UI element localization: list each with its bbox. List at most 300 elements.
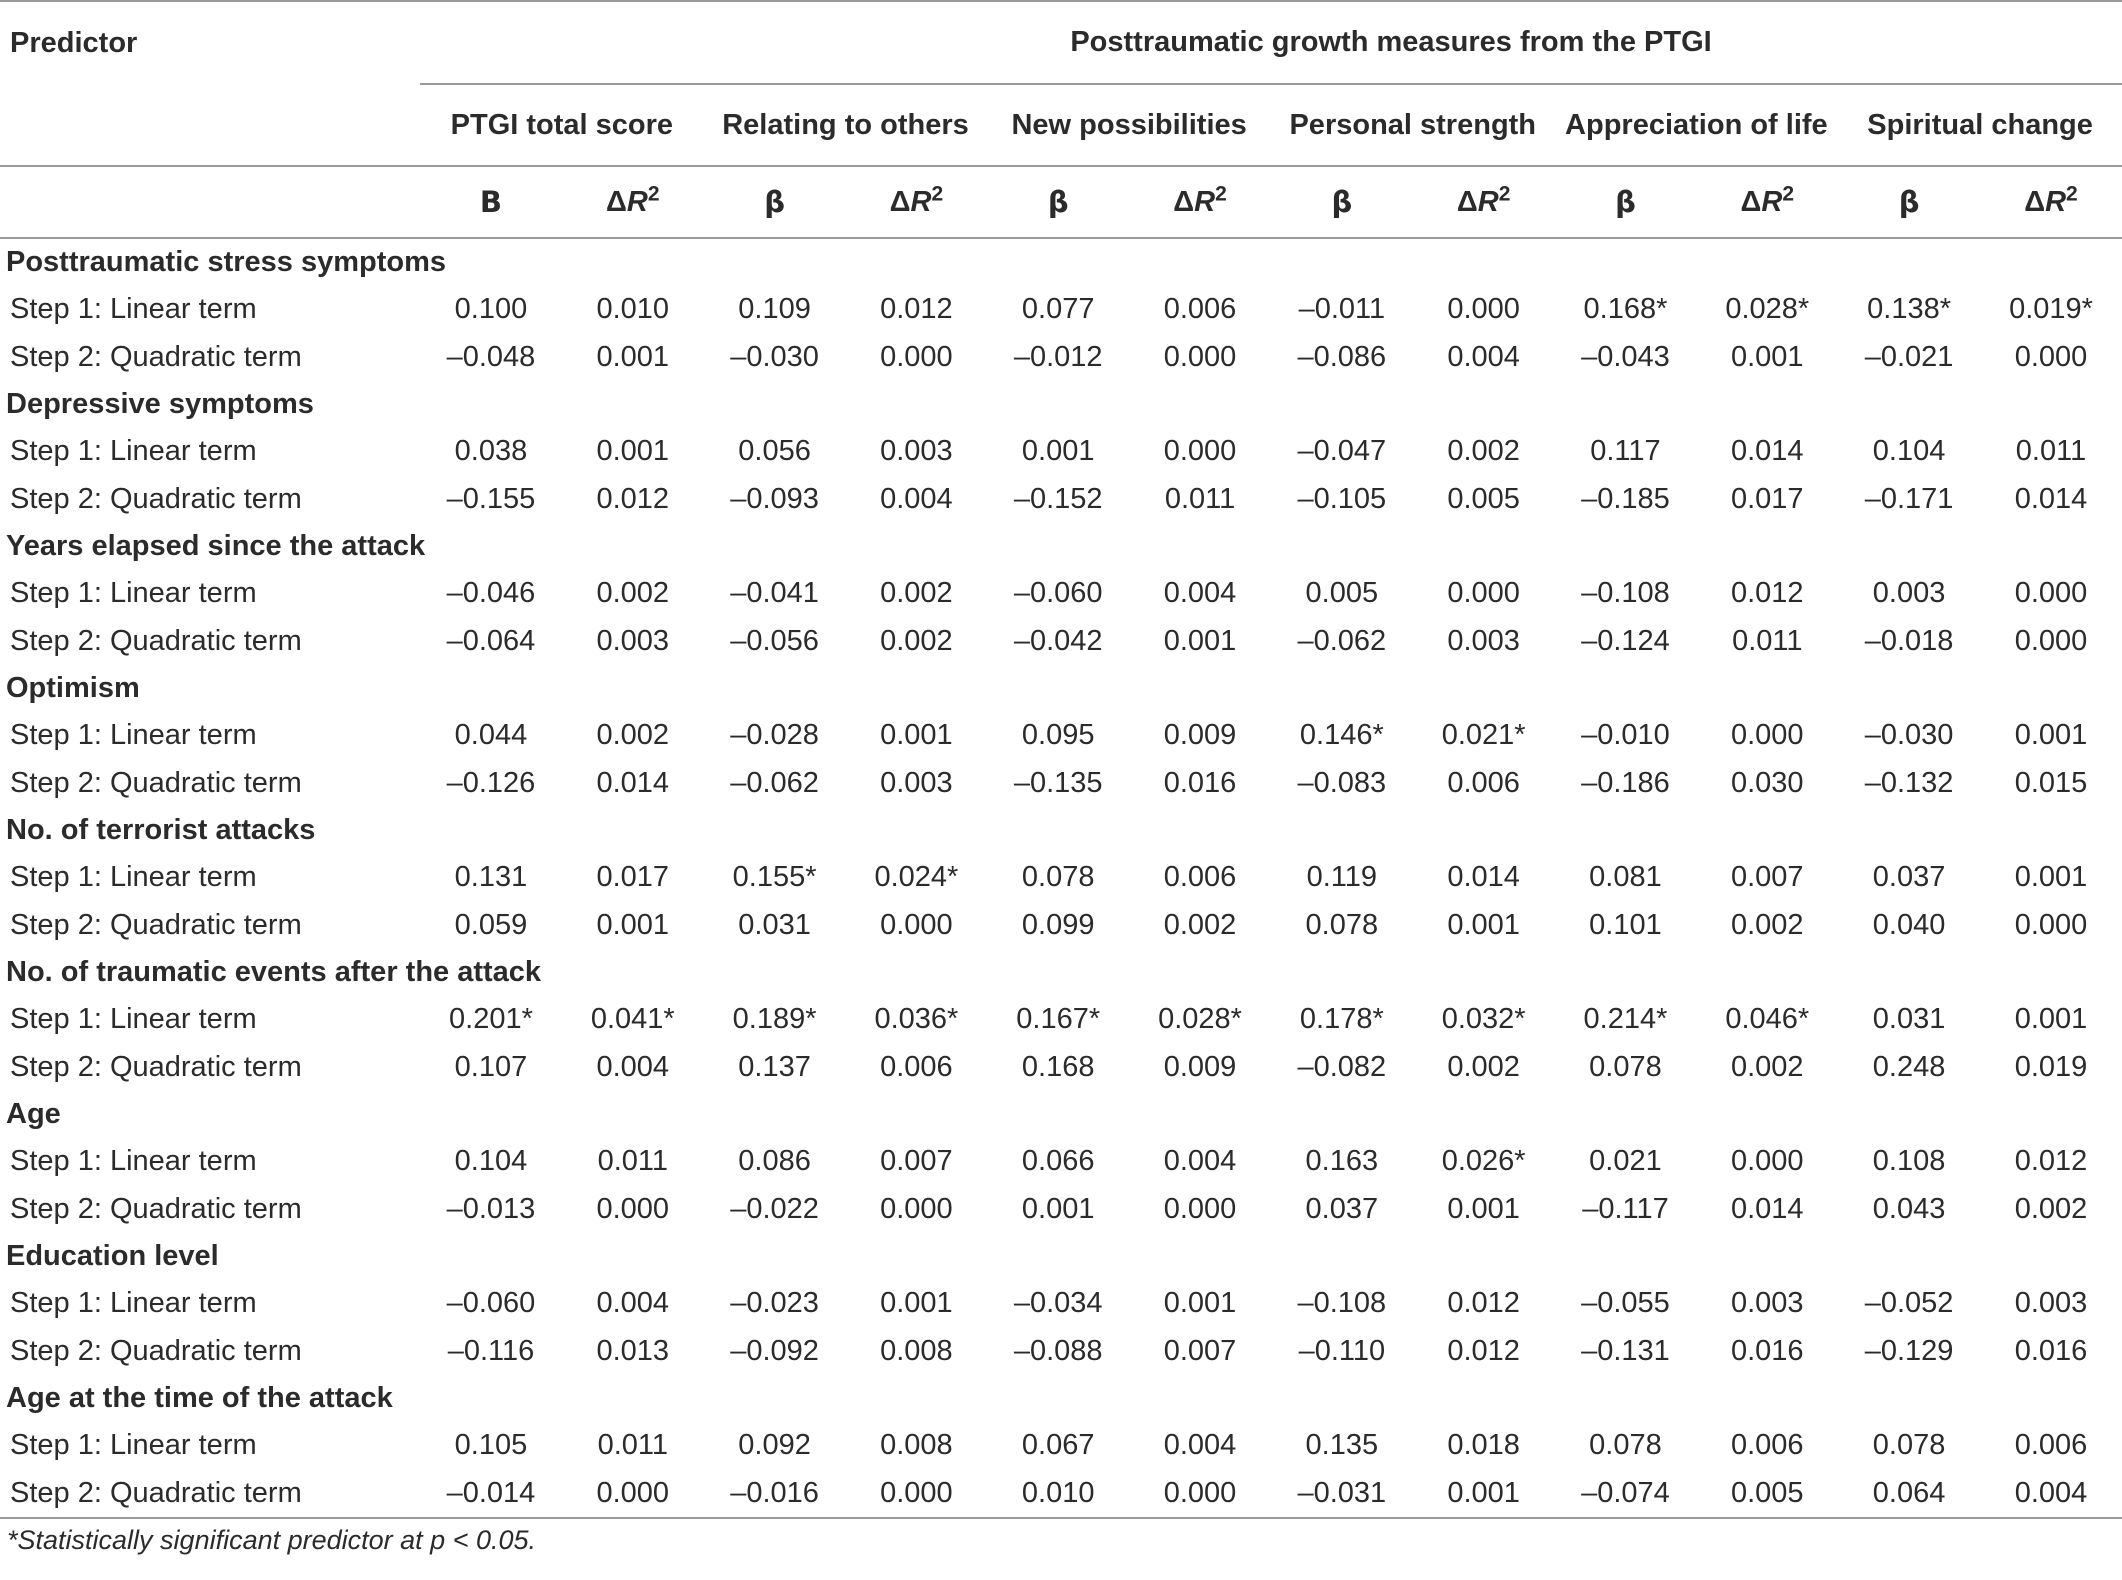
coefficient-cell: 0.167* [1016, 1003, 1101, 1036]
delta-r2-cell: 0.000 [2014, 624, 2088, 657]
delta-r2-cell: 0.000 [596, 1192, 670, 1225]
coefficient-cell: 0.043 [1872, 1192, 1946, 1225]
delta-r2-cell: 0.000 [1730, 719, 1804, 752]
step-label: Step 1: Linear term [10, 1429, 257, 1462]
delta-r2-cell: 0.001 [596, 435, 670, 468]
coefficient-cell: –0.014 [420, 1470, 562, 1519]
table-row [0, 902, 2122, 950]
delta-r2-cell: 0.001 [2014, 1003, 2088, 1036]
predictor-group-row [0, 523, 2122, 570]
delta-symbol: Δ [1173, 185, 1195, 218]
coefficient-cell: –0.093 [730, 482, 819, 515]
coefficient-cell: 0.168 [1021, 1050, 1095, 1083]
delta-r2-cell: 0.006 [1163, 293, 1237, 326]
coefficient-cell: –0.052 [1864, 1287, 1954, 1320]
r-symbol: R [2045, 185, 2067, 218]
delta-r2-header [1129, 166, 1271, 238]
delta-r2-cell: 0.006 [2014, 1429, 2088, 1462]
header-spacer [0, 166, 420, 238]
coefficient-cell: 0.146* [1299, 719, 1384, 752]
coefficient-header: B [420, 166, 562, 238]
coefficient-cell: –0.062 [1297, 624, 1387, 657]
header-spacer [0, 84, 420, 166]
coefficient-cell: 0.104 [1872, 435, 1946, 468]
r-exponent: 2 [931, 181, 944, 205]
predictor-group-label: Optimism [6, 672, 140, 704]
coefficient-cell: 0.021 [1589, 1145, 1662, 1178]
measure-header: Relating to others [704, 84, 988, 166]
delta-r2-cell: 0.001 [1447, 908, 1520, 941]
delta-r2-cell: 0.012 [1730, 577, 1804, 610]
coefficient-cell: 0.066 [1021, 1145, 1095, 1178]
delta-r2-header [1413, 166, 1555, 238]
delta-r2-cell: 0.028* [1725, 293, 1810, 326]
table-header [0, 1, 2122, 238]
measure-header: Spiritual change [1838, 84, 2122, 166]
coefficient-cell: 0.001 [1021, 1192, 1095, 1225]
coefficient-cell: 0.119 [1306, 861, 1378, 894]
coefficient-cell: 0.108 [1872, 1145, 1946, 1178]
delta-r2-cell: 0.000 [2014, 577, 2088, 610]
delta-r2-cell: 0.046* [1725, 1003, 1810, 1036]
delta-r2-cell: 0.016 [1730, 1334, 1804, 1367]
header-row-measures [0, 84, 2122, 166]
delta-r2-cell: 0.016 [1163, 766, 1237, 799]
delta-r2-cell: 0.000 [880, 908, 953, 941]
delta-r2-cell: 0.000 [1163, 435, 1237, 468]
coefficient-cell: 0.101 [1589, 908, 1662, 941]
delta-r2-cell: 0.002 [1730, 1050, 1804, 1083]
table-body [0, 238, 2122, 1518]
table-row [0, 1422, 2122, 1470]
delta-r2-cell: 0.015 [2014, 766, 2088, 799]
coefficient-cell: –0.108 [1581, 577, 1670, 610]
delta-r2-cell: 0.014 [1730, 1192, 1804, 1225]
measure-header: Personal strength [1271, 84, 1555, 166]
coefficient-cell: –0.028 [730, 719, 819, 752]
coefficient-cell: –0.010 [1581, 719, 1670, 752]
delta-r2-label [889, 181, 944, 218]
coefficient-cell: –0.086 [1297, 340, 1387, 373]
coefficient-header: β [704, 166, 846, 238]
delta-r2-cell: 0.000 [1447, 577, 1520, 610]
delta-r2-cell: 0.024* [874, 861, 959, 894]
delta-r2-cell: 0.002 [880, 624, 953, 657]
coefficient-header: β [987, 166, 1129, 238]
table-row [0, 476, 2122, 524]
table-row [0, 1280, 2122, 1328]
delta-r2-cell: 0.014 [2014, 482, 2088, 515]
delta-r2-cell: 0.012 [1447, 1334, 1520, 1367]
delta-r2-cell: 0.002 [1730, 908, 1804, 941]
table-row [0, 854, 2122, 902]
coefficient-cell: –0.034 [1013, 1287, 1103, 1320]
r-exponent: 2 [647, 181, 660, 205]
delta-r2-cell: 0.001 [1163, 624, 1237, 657]
delta-r2-cell: 0.000 [1129, 1470, 1271, 1519]
coefficient-cell: –0.056 [730, 624, 819, 657]
delta-r2-cell: 0.003 [2014, 1287, 2088, 1320]
delta-r2-cell: 0.017 [596, 861, 670, 894]
r-exponent: 2 [1498, 181, 1511, 205]
delta-r2-cell: 0.041* [590, 1003, 675, 1036]
coefficient-cell: 0.092 [738, 1429, 811, 1462]
delta-r2-cell: 0.012 [1447, 1287, 1520, 1320]
coefficient-cell: 0.137 [738, 1050, 811, 1083]
delta-r2-cell: 0.006 [1730, 1429, 1804, 1462]
coefficient-header: β [1838, 166, 1980, 238]
step-label: Step 2: Quadratic term [10, 482, 302, 515]
coefficient-cell: 0.168* [1583, 293, 1668, 326]
coefficient-cell: –0.124 [1581, 624, 1670, 657]
delta-r2-header [846, 166, 988, 238]
coefficient-cell: 0.100 [454, 293, 528, 326]
delta-r2-cell: 0.017 [1730, 482, 1804, 515]
delta-r2-cell: 0.005 [1696, 1470, 1838, 1519]
delta-r2-cell: 0.011 [597, 1145, 668, 1178]
r-exponent: 2 [1215, 181, 1227, 205]
predictor-group-row [0, 381, 2122, 428]
coefficient-cell: –0.132 [1864, 766, 1954, 799]
delta-r2-label [1740, 181, 1795, 218]
coefficient-cell: –0.131 [1581, 1334, 1670, 1367]
delta-r2-cell: 0.026* [1441, 1145, 1526, 1178]
coefficient-cell: –0.185 [1581, 482, 1670, 515]
delta-symbol: Δ [1740, 185, 1762, 218]
coefficient-cell: –0.021 [1864, 340, 1954, 373]
table-row [0, 1186, 2122, 1234]
delta-r2-cell: 0.019 [2014, 1050, 2088, 1083]
coefficient-cell: 0.077 [1021, 293, 1095, 326]
delta-r2-cell: 0.003 [880, 435, 953, 468]
coefficient-cell: –0.030 [1864, 719, 1954, 752]
delta-r2-cell: 0.019* [2009, 293, 2093, 326]
predictor-group-label: Education level [6, 1240, 219, 1272]
coefficient-cell: 0.064 [1838, 1470, 1980, 1519]
delta-r2-cell: 0.006 [880, 1050, 953, 1083]
delta-r2-header [1980, 166, 2122, 238]
coefficient-cell: 0.078 [1872, 1429, 1946, 1462]
step-label: Step 1: Linear term [10, 861, 257, 894]
coefficient-cell: –0.060 [446, 1287, 536, 1320]
delta-r2-label [1456, 181, 1511, 218]
table-row [0, 712, 2122, 760]
delta-symbol: Δ [1456, 185, 1478, 218]
coefficient-cell: 0.038 [454, 435, 528, 468]
step-label: Step 2: Quadratic term [10, 1192, 302, 1225]
coefficient-cell: –0.135 [1013, 766, 1103, 799]
table-footnote: *Statistically significant predictor at p < 0.05. [7, 1525, 537, 1555]
coefficient-cell: –0.152 [1013, 482, 1103, 515]
coefficient-cell: –0.108 [1297, 1287, 1387, 1320]
delta-r2-cell: 0.002 [1163, 908, 1237, 941]
table-row [0, 1470, 2122, 1519]
r-symbol: R [1761, 185, 1783, 218]
delta-r2-cell: 0.004 [596, 1050, 670, 1083]
delta-r2-cell: 0.001 [1730, 340, 1804, 373]
delta-r2-cell: 0.003 [1730, 1287, 1804, 1320]
coefficient-cell: 0.214* [1583, 1003, 1668, 1036]
delta-r2-cell: 0.004 [1980, 1470, 2122, 1519]
delta-r2-cell: 0.009 [1163, 1050, 1237, 1083]
table-row [0, 1044, 2122, 1092]
delta-r2-cell: 0.032* [1441, 1003, 1526, 1036]
coefficient-cell: –0.023 [730, 1287, 819, 1320]
coefficient-cell: 0.003 [1872, 577, 1946, 610]
coefficient-header: β [1271, 166, 1413, 238]
coefficient-cell: 0.037 [1305, 1192, 1379, 1225]
coefficient-cell: –0.011 [1298, 293, 1386, 326]
r-symbol: R [1477, 185, 1499, 218]
coefficient-cell: 0.059 [454, 908, 528, 941]
delta-r2-cell: 0.013 [596, 1334, 670, 1367]
delta-r2-cell: 0.001 [1413, 1470, 1555, 1519]
r-symbol: R [1194, 185, 1216, 218]
coefficient-cell: –0.082 [1297, 1050, 1387, 1083]
coefficient-cell: –0.088 [1013, 1334, 1103, 1367]
delta-r2-cell: 0.000 [2014, 908, 2088, 941]
delta-r2-cell: 0.010 [596, 293, 670, 326]
delta-r2-cell: 0.000 [1730, 1145, 1804, 1178]
table-row [0, 760, 2122, 808]
predictor-group-row [0, 949, 2122, 996]
coefficient-cell: –0.043 [1581, 340, 1670, 373]
delta-r2-cell: 0.001 [1447, 1192, 1520, 1225]
r-exponent: 2 [1782, 181, 1795, 205]
delta-r2-cell: 0.004 [596, 1287, 670, 1320]
delta-r2-cell: 0.012 [880, 293, 953, 326]
coefficient-cell: –0.060 [1013, 577, 1103, 610]
delta-r2-cell: 0.012 [596, 482, 670, 515]
coefficient-cell: 0.067 [1021, 1429, 1095, 1462]
coefficient-cell: 0.109 [738, 293, 811, 326]
coefficient-cell: –0.186 [1581, 766, 1670, 799]
predictor-group-label: Age at the time of the attack [6, 1382, 393, 1414]
coefficient-cell: 0.001 [1021, 435, 1095, 468]
step-label: Step 1: Linear term [10, 1287, 257, 1320]
coefficient-cell: 0.086 [738, 1145, 811, 1178]
delta-symbol: Δ [889, 185, 911, 218]
delta-r2-cell: 0.012 [2014, 1145, 2088, 1178]
r-symbol: R [626, 185, 648, 218]
delta-r2-cell: 0.002 [596, 577, 670, 610]
delta-r2-cell: 0.008 [880, 1429, 953, 1462]
delta-r2-cell: 0.002 [2014, 1192, 2088, 1225]
coefficient-cell: –0.110 [1298, 1334, 1386, 1367]
coefficient-cell: 0.031 [1872, 1003, 1946, 1036]
coefficient-cell: 0.056 [738, 435, 811, 468]
measure-header: PTGI total score [420, 84, 704, 166]
table-row [0, 570, 2122, 618]
step-label: Step 1: Linear term [10, 293, 257, 326]
coefficient-cell: –0.055 [1581, 1287, 1670, 1320]
coefficient-cell: 0.010 [987, 1470, 1129, 1519]
predictor-group-label: Posttraumatic stress symptoms [6, 246, 446, 278]
step-label: Step 2: Quadratic term [10, 624, 302, 657]
coefficient-cell: 0.189* [732, 1003, 817, 1036]
coefficient-cell: 0.131 [454, 861, 528, 894]
table-row [0, 618, 2122, 666]
delta-r2-cell: 0.016 [2014, 1334, 2088, 1367]
delta-r2-cell: 0.014 [1447, 861, 1520, 894]
delta-r2-cell: 0.018 [1447, 1429, 1520, 1462]
delta-r2-cell: 0.001 [2014, 861, 2088, 894]
delta-r2-cell: 0.009 [1163, 719, 1237, 752]
coefficient-cell: –0.046 [446, 577, 536, 610]
coefficient-cell: –0.013 [446, 1192, 536, 1225]
coefficient-cell: –0.171 [1864, 482, 1954, 515]
delta-r2-cell: 0.001 [2014, 719, 2088, 752]
coefficient-cell: –0.018 [1864, 624, 1954, 657]
predictor-group-label: No. of traumatic events after the attack [6, 956, 542, 988]
step-label: Step 1: Linear term [10, 1145, 257, 1178]
delta-r2-cell: 0.021* [1441, 719, 1526, 752]
table-row [0, 286, 2122, 334]
step-label: Step 2: Quadratic term [10, 1050, 302, 1083]
predictor-group-row [0, 1233, 2122, 1280]
table-row [0, 1138, 2122, 1186]
coefficient-cell: 0.104 [454, 1145, 528, 1178]
delta-r2-cell: 0.008 [880, 1334, 953, 1367]
delta-r2-cell: 0.000 [1447, 293, 1520, 326]
coefficient-cell: –0.062 [730, 766, 819, 799]
delta-r2-cell: 0.014 [1730, 435, 1804, 468]
delta-r2-cell: 0.003 [880, 766, 953, 799]
table-row [0, 1328, 2122, 1376]
coefficient-cell: 0.178* [1299, 1003, 1384, 1036]
delta-r2-cell: 0.002 [1447, 1050, 1520, 1083]
coefficient-cell: –0.105 [1297, 482, 1387, 515]
coefficient-cell: –0.155 [446, 482, 536, 515]
delta-r2-cell: 0.002 [880, 577, 953, 610]
delta-r2-cell: 0.001 [596, 908, 670, 941]
measure-header: Appreciation of life [1555, 84, 1839, 166]
coefficient-cell: –0.041 [730, 577, 819, 610]
delta-r2-cell: 0.007 [880, 1145, 953, 1178]
delta-r2-label [606, 181, 660, 218]
coefficient-cell: 0.117 [1590, 435, 1661, 468]
coefficient-cell: –0.031 [1271, 1470, 1413, 1519]
table-main-title: Posttraumatic growth measures from the PTGI [420, 1, 2122, 84]
step-label: Step 2: Quadratic term [0, 1470, 420, 1519]
coefficient-cell: –0.126 [446, 766, 536, 799]
step-label: Step 1: Linear term [10, 435, 257, 468]
delta-r2-cell: 0.001 [880, 719, 953, 752]
coefficient-cell: 0.248 [1872, 1050, 1946, 1083]
delta-r2-cell: 0.002 [596, 719, 670, 752]
predictor-group-label: Age [6, 1098, 61, 1130]
delta-r2-cell: 0.001 [596, 340, 670, 373]
delta-r2-cell: 0.001 [1163, 1287, 1237, 1320]
delta-r2-cell: 0.003 [1447, 624, 1520, 657]
predictor-group-label: Years elapsed since the attack [6, 530, 426, 562]
measure-header: New possibilities [987, 84, 1271, 166]
table-row [0, 334, 2122, 382]
coefficient-cell: 0.078 [1305, 908, 1379, 941]
coefficient-cell: –0.030 [730, 340, 819, 373]
header-row-stats [0, 166, 2122, 238]
coefficient-header: β [1555, 166, 1697, 238]
coefficient-cell: –0.116 [447, 1334, 535, 1367]
delta-r2-cell: 0.000 [1163, 1192, 1237, 1225]
step-label: Step 2: Quadratic term [10, 1334, 302, 1367]
delta-r2-cell: 0.028* [1158, 1003, 1242, 1036]
predictor-group-label: Depressive symptoms [6, 388, 314, 420]
delta-r2-cell: 0.011 [1732, 624, 1803, 657]
delta-r2-cell: 0.006 [1447, 766, 1520, 799]
coefficient-cell: 0.163 [1305, 1145, 1379, 1178]
coefficient-cell: 0.107 [454, 1050, 528, 1083]
delta-r2-cell: 0.007 [1730, 861, 1804, 894]
coefficient-cell: 0.138* [1867, 293, 1952, 326]
coefficient-cell: –0.064 [446, 624, 536, 657]
coefficient-cell: 0.201* [449, 1003, 533, 1036]
delta-r2-cell: 0.003 [596, 624, 670, 657]
table-row [0, 996, 2122, 1044]
delta-r2-cell: 0.011 [1164, 482, 1236, 515]
delta-symbol: Δ [606, 185, 627, 218]
delta-symbol: Δ [2024, 185, 2046, 218]
coefficient-cell: 0.037 [1872, 861, 1946, 894]
coefficient-cell: –0.047 [1297, 435, 1387, 468]
delta-r2-cell: 0.004 [1163, 1429, 1237, 1462]
step-label: Step 2: Quadratic term [10, 340, 302, 373]
predictor-group-row [0, 665, 2122, 712]
delta-r2-cell: 0.000 [880, 1192, 953, 1225]
delta-r2-cell: 0.030 [1730, 766, 1804, 799]
coefficient-cell: –0.092 [730, 1334, 819, 1367]
coefficient-cell: –0.022 [730, 1192, 819, 1225]
coefficient-cell: –0.074 [1555, 1470, 1697, 1519]
delta-r2-cell: 0.011 [2015, 435, 2087, 468]
coefficient-cell: –0.083 [1297, 766, 1387, 799]
predictor-column-header: Predictor [0, 1, 420, 84]
coefficient-cell: –0.129 [1864, 1334, 1954, 1367]
delta-r2-label [1173, 181, 1227, 218]
delta-r2-cell: 0.011 [597, 1429, 668, 1462]
r-symbol: R [910, 185, 932, 218]
coefficient-cell: 0.005 [1305, 577, 1379, 610]
coefficient-cell: –0.012 [1013, 340, 1103, 373]
coefficient-cell: –0.042 [1013, 624, 1103, 657]
delta-r2-cell: 0.036* [874, 1003, 959, 1036]
step-label: Step 1: Linear term [10, 577, 257, 610]
coefficient-cell: –0.016 [704, 1470, 846, 1519]
predictor-group-label: No. of terrorist attacks [6, 814, 316, 846]
coefficient-cell: 0.155* [732, 861, 817, 894]
step-label: Step 1: Linear term [10, 719, 257, 752]
coefficient-cell: 0.095 [1021, 719, 1095, 752]
delta-r2-cell: 0.006 [1163, 861, 1237, 894]
coefficient-cell: 0.105 [454, 1429, 528, 1462]
coefficient-cell: 0.078 [1589, 1050, 1662, 1083]
step-label: Step 1: Linear term [10, 1003, 257, 1036]
coefficient-cell: 0.044 [454, 719, 528, 752]
predictor-group-row [0, 238, 2122, 286]
r-exponent: 2 [2066, 181, 2078, 205]
step-label: Step 2: Quadratic term [10, 908, 302, 941]
coefficient-cell: 0.135 [1305, 1429, 1379, 1462]
header-row-title [0, 1, 2122, 84]
delta-r2-cell: 0.002 [1447, 435, 1520, 468]
coefficient-cell: 0.040 [1872, 908, 1946, 941]
delta-r2-label [2024, 181, 2078, 218]
delta-r2-cell: 0.005 [1447, 482, 1520, 515]
delta-r2-cell: 0.004 [880, 482, 953, 515]
coefficient-cell: 0.031 [738, 908, 811, 941]
delta-r2-header [1696, 166, 1838, 238]
delta-r2-cell: 0.000 [846, 1470, 988, 1519]
